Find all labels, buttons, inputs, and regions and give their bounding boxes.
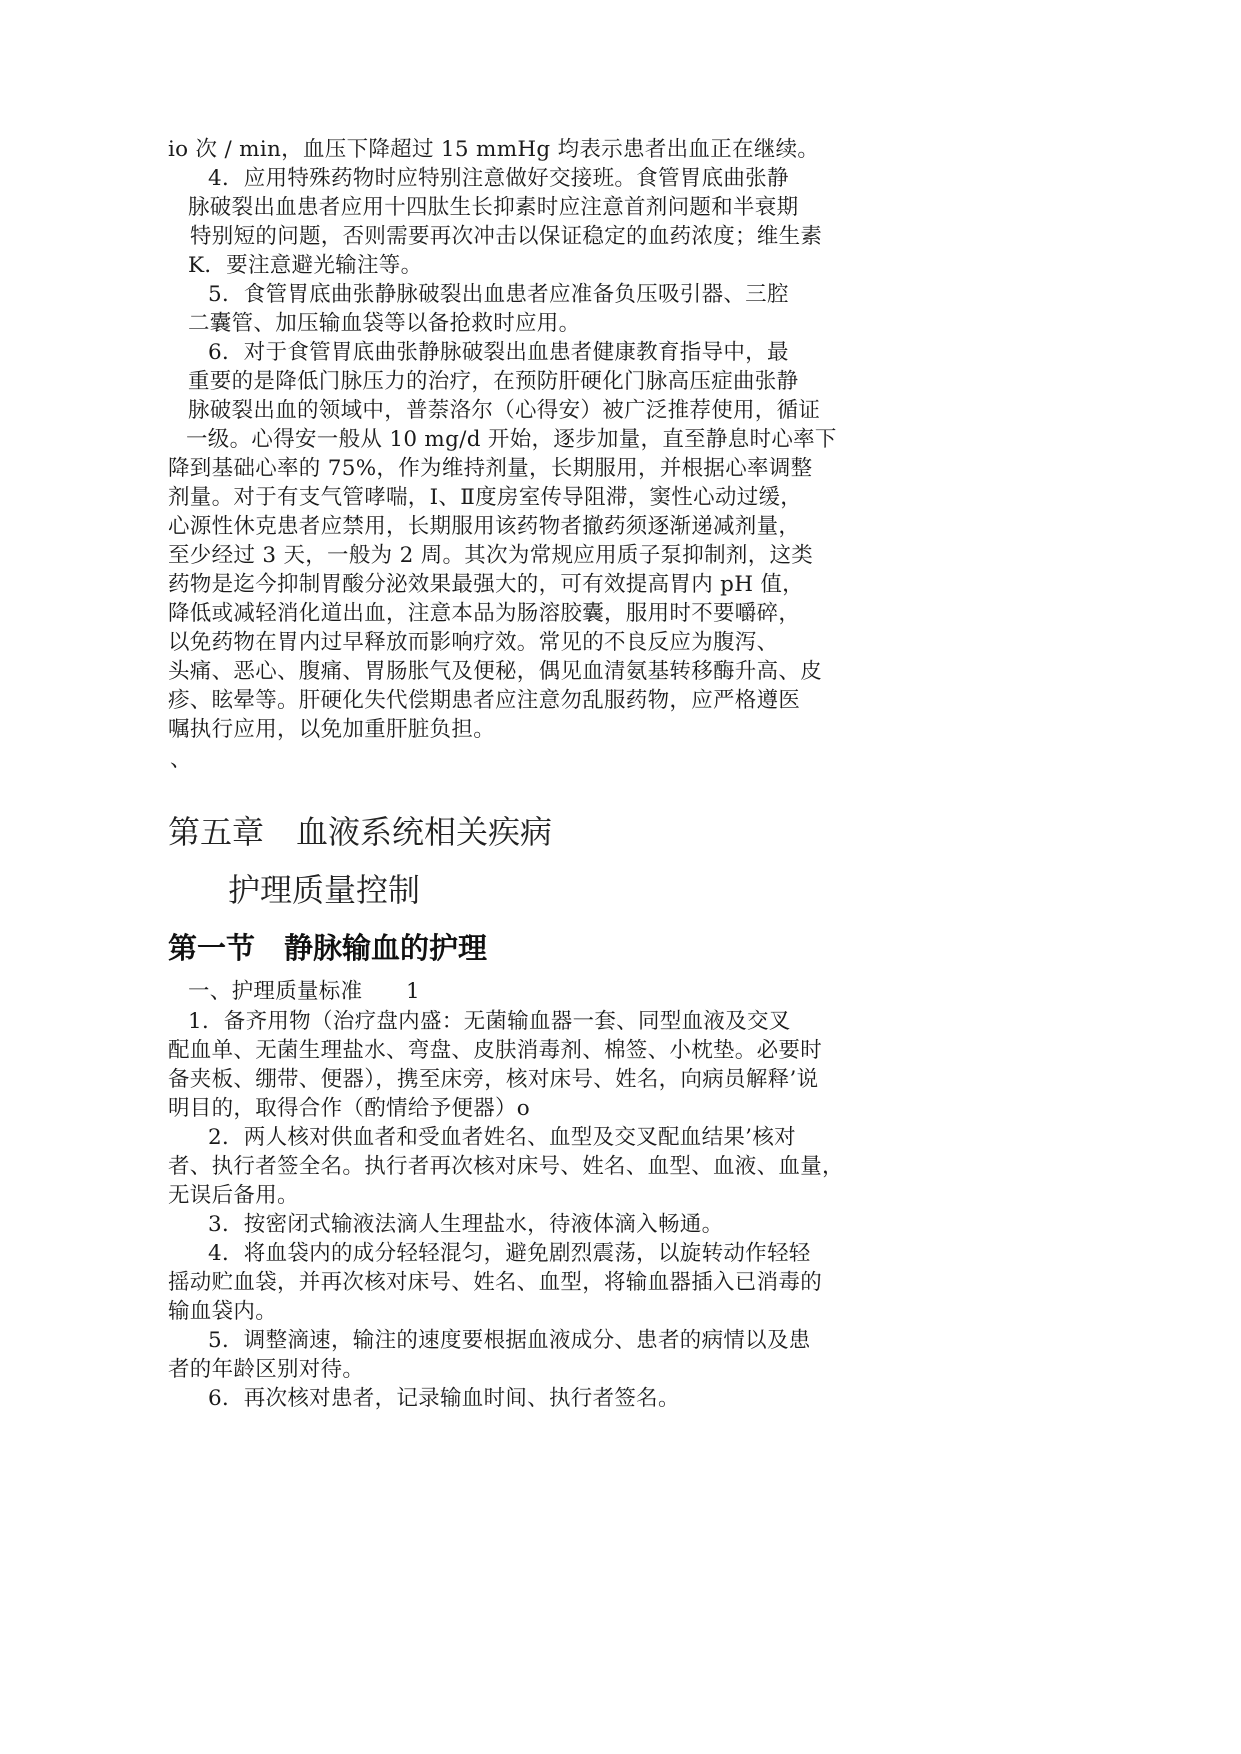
- text-line: 脉破裂出血患者应用十四肽生长抑素时应注意首剂问题和半衰期: [188, 195, 799, 220]
- text-line: 者、执行者签全名。执行者再次核对床号、姓名、血型、血液、血量，: [168, 1154, 844, 1179]
- text-line: 备夹板、绷带、便器），携至床旁，核对床号、姓名，向病员解释’说: [168, 1067, 819, 1092]
- text-line: 头痛、恶心、腹痛、胃肠胀气及便秘，偶见血清氨基转移酶升高、皮: [168, 659, 823, 684]
- text-line: 1．备齐用物（治疗盘内盛：无菌输血器一套、同型血液及交叉: [188, 1009, 791, 1034]
- text-line: K．要注意避光输注等。: [188, 253, 423, 278]
- text-line: 至少经过 3 天，一般为 2 周。其次为常规应用质子泵抑制剂，这类: [168, 543, 814, 568]
- text-line: 5．调整滴速，输注的速度要根据血液成分、患者的病情以及患: [208, 1328, 811, 1353]
- text-line: 配血单、无菌生理盐水、弯盘、皮肤消毒剂、棉签、小枕垫。必要时: [168, 1038, 823, 1063]
- text-line: 输血袋内。: [168, 1299, 278, 1324]
- text-line: 特别短的问题，否则需要再次冲击以保证稳定的血药浓度；维生素: [190, 224, 823, 249]
- chapter-subtitle: 护理质量控制: [228, 871, 421, 909]
- text-line: 嘱执行应用，以免加重肝脏负担。: [168, 717, 496, 742]
- text-line: 2．两人核对供血者和受血者姓名、血型及交叉配血结果’核对: [208, 1125, 796, 1150]
- section-title: 第一节 静脉输血的护理: [168, 931, 488, 965]
- text-line: 疹、眩晕等。肝硬化失代偿期患者应注意勿乱服药物，应严格遵医: [168, 688, 801, 713]
- text-line: 6．再次核对患者，记录输血时间、执行者签名。: [208, 1386, 680, 1411]
- text-line: 降到基础心率的 75%，作为维持剂量，长期服用，并根据心率调整: [168, 456, 813, 481]
- text-line: 剂量。对于有支气管哮喘，I、Ⅱ度房室传导阻滞，窦性心动过缓，: [168, 485, 803, 510]
- text-line: 6．对于食管胃底曲张静脉破裂出血患者健康教育指导中，最: [208, 340, 789, 365]
- text-line: 二囊管、加压输血袋等以备抢救时应用。: [188, 311, 581, 336]
- text-line: 降低或减轻消化道出血，注意本品为肠溶胶囊，服用时不要嚼碎，: [168, 601, 801, 626]
- subsection-heading: 一、护理质量标准 1: [188, 979, 420, 1004]
- text-line: 药物是迄今抑制胃酸分泌效果最强大的，可有效提高胃内 pH 值，: [168, 572, 804, 597]
- text-line: 重要的是降低门脉压力的治疗，在预防肝硬化门脉高压症曲张静: [188, 369, 799, 394]
- chapter-title: 第五章 血液系统相关疾病: [168, 813, 553, 851]
- text-line: 5．食管胃底曲张静脉破裂出血患者应准备负压吸引器、三腔: [208, 282, 789, 307]
- text-line: 脉破裂出血的领域中，普萘洛尔（心得安）被广泛推荐使用，循证: [188, 398, 821, 423]
- text-line: 无误后备用。: [168, 1183, 299, 1208]
- text-line: 以免药物在胃内过早释放而影响疗效。常见的不良反应为腹泻、: [168, 630, 779, 655]
- continuation-line: io 次 / min，血压下降超过 15 mmHg 均表示患者出血正在继续。: [168, 137, 820, 162]
- text-line: 摇动贮血袋，并再次核对床号、姓名、血型，将输血器插入已消毒的: [168, 1270, 823, 1295]
- text-line: 3．按密闭式输液法滴人生理盐水，待液体滴入畅通。: [208, 1212, 724, 1237]
- text-line: 者的年龄区别对待。: [168, 1357, 365, 1382]
- text-line: 一级。心得安一般从 10 mg/d 开始，逐步加量，直至静息时心率下: [186, 427, 837, 452]
- text-line: 4．将血袋内的成分轻轻混匀，避免剧烈震荡，以旋转动作轻轻: [208, 1241, 811, 1266]
- stray-mark: 、: [170, 747, 192, 772]
- text-line: 心源性休克患者应禁用，长期服用该药物者撤药须逐渐递减剂量，: [168, 514, 801, 539]
- text-line: 明目的，取得合作（酌情给予便器）o: [168, 1096, 531, 1121]
- text-line: 4．应用特殊药物时应特别注意做好交接班。食管胃底曲张静: [208, 166, 789, 191]
